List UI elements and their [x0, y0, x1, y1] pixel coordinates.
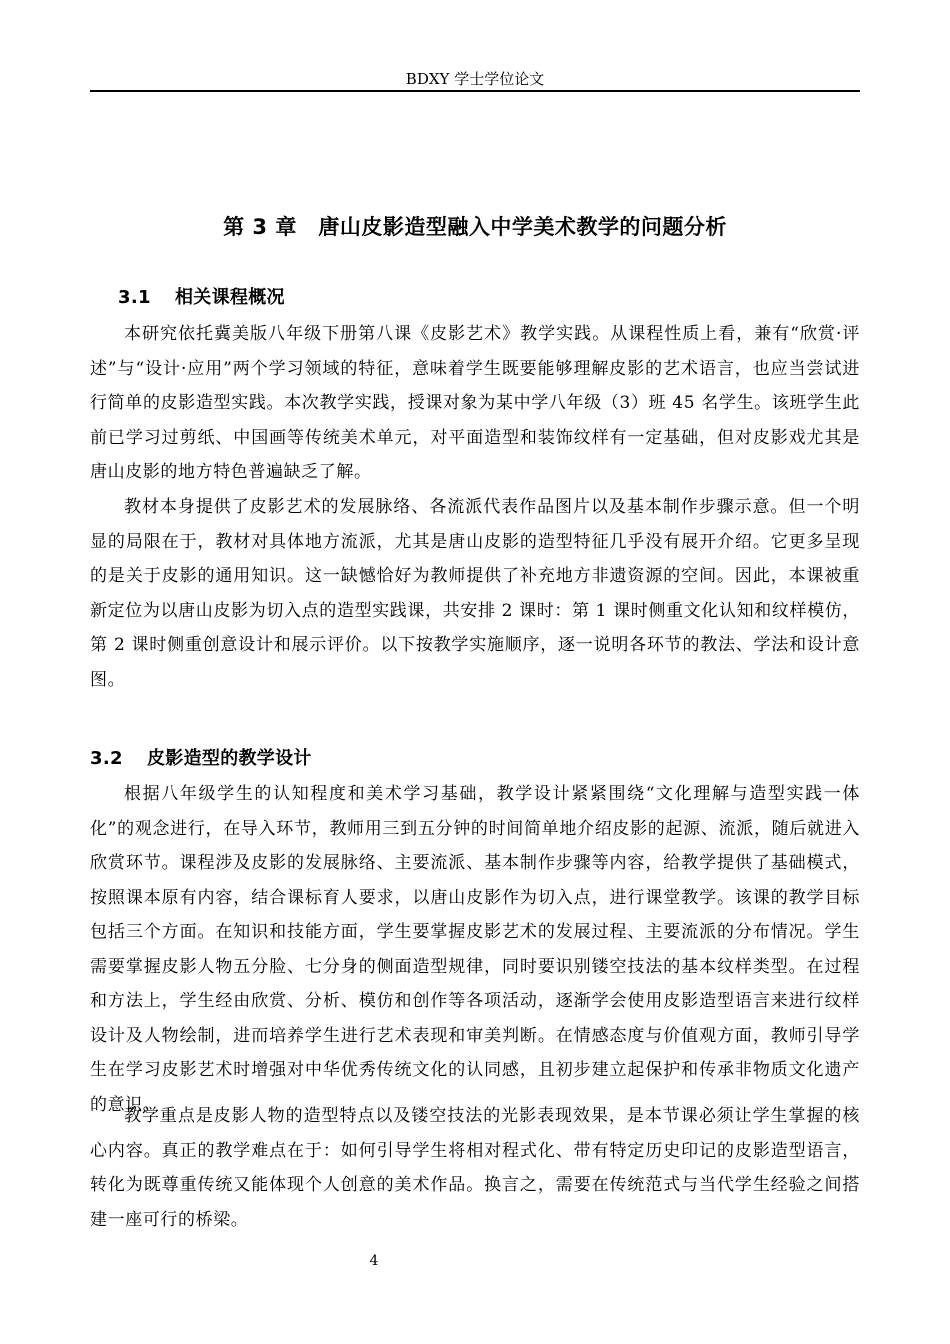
- section-heading-3-1: [118, 285, 285, 311]
- running-header: BDXY 学士学位论文: [405, 70, 545, 88]
- section-heading-3-2: [90, 746, 312, 772]
- header-rule: [90, 90, 860, 92]
- body-paragraph: 教材本身提供了皮影艺术的发展脉络、各流派代表作品图片以及基本制作步骤示意。但一个明显的局限在于，教材对具体地方流派，尤其是唐山皮影的造型特征几乎没有展开介绍。它更多呈现的是关于皮影的通用知识。这一缺憾恰好为教师提供了补充地方非遗资源的空间。因此，本课被重新定位为以唐山皮影为切入点的造型实践课，共安排 2 课时：第 1 课时侧重文化认知和纹样模仿，第 2 课时侧重创意设计和展示评价。以下按教学实施顺序，逐一说明各环节的教法、学法和设计意图。: [90, 497, 860, 690]
- body-paragraph: 根据八年级学生的认知程度和美术学习基础，教学设计紧紧围绕“文化理解与造型实践一体化”的观念进行，在导入环节，教师用三到五分钟的时间简单地介绍皮影的起源、流派，随后就进入欣赏环节。课程涉及皮影的发展脉络、主要流派、基本制作步骤等内容，给教学提供了基础模式，按照课本原有内容，结合课标育人要求，以唐山皮影作为切入点，进行课堂教学。该课的教学目标包括三个方面。在知识和技能方面，学生要掌握皮影艺术的发展过程、主要流派的分布情况。学生需要掌握皮影人物五分脸、七分身的侧面造型规律，同时要识别镂空技法的基本纹样类型。在过程和方法上，学生经由欣赏、分析、模仿和创作等各项活动，逐渐学会使用皮影造型语言来进行纹样设计及人物绘制，进而培养学生进行艺术表现和审美判断。在情感态度与价值观方面，教师引导学生在学习皮影艺术时增强对中华优秀传统文化的认同感，且初步建立起保护和传承非物质文化遗产的意识。: [90, 784, 860, 1115]
- body-paragraph: 教学重点是皮影人物的造型特点以及镂空技法的光影表现效果，是本节课必须让学生掌握的核心内容。真正的教学难点在于：如何引导学生将相对程式化、带有特定历史印记的皮影造型语言，转化为既尊重传统又能体现个人创意的美术作品。换言之，需要在传统范式与当代学生经验之间搭建一座可行的桥梁。: [90, 1106, 860, 1230]
- section-title-text: 相关课程概况: [175, 287, 285, 308]
- section-title-text: 皮影造型的教学设计: [147, 748, 312, 769]
- page-number: 4: [369, 1253, 379, 1269]
- chapter-title: 第 3 章 唐山皮影造型融入中学美术教学的问题分析: [223, 215, 727, 239]
- body-paragraph: 本研究依托冀美版八年级下册第八课《皮影艺术》教学实践。从课程性质上看，兼有“欣赏·评述”与“设计·应用”两个学习领域的特征，意味着学生既要能够理解皮影的艺术语言，也应当尝试进行简单的皮影造型实践。本次教学实践，授课对象为某中学八年级（3）班 45 名学生。该班学生此前已学习过剪纸、中国画等传统美术单元，对平面造型和装饰纹样有一定基础，但对皮影戏尤其是唐山皮影的地方特色普遍缺乏了解。: [90, 324, 860, 482]
- section-number: 3.2: [90, 748, 123, 769]
- section-number: 3.1: [118, 287, 151, 308]
